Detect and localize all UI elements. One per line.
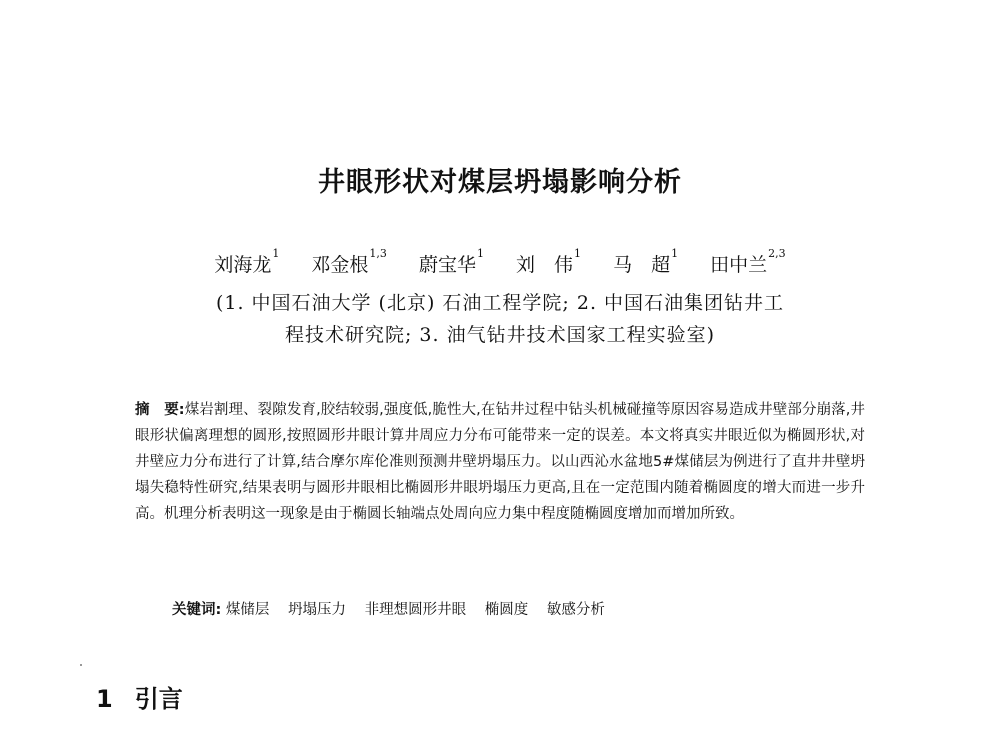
- keyword: 煤储层: [225, 602, 270, 618]
- author-name: 刘 伟: [516, 254, 574, 276]
- author-affiliation-marker: 1,3: [369, 247, 387, 260]
- scan-speck: [80, 664, 82, 666]
- author-list: [0, 247, 1000, 277]
- author-name: 蔚宝华: [418, 254, 476, 276]
- section-heading: [96, 679, 183, 714]
- abstract-text: 煤岩割理、裂隙发育,胶结较弱,强度低,脆性大,在钻井过程中钻头机械碰撞等原因容易造成井壁部分崩落,井眼形状偏离理想的圆形,按照圆形井眼计算井周应力分布可能带来一定的误差。本文将真实井眼近似为椭圆形状,对井壁应力分布进行了计算,结合摩尔库伦准则预测井壁坍塌压力。以山西沁水盆地5#煤储层为例进行了直井井壁坍塌失稳特性研究,结果表明与圆形井眼相比椭圆形井眼坍塌压力更高,且在一定范围内随着椭圆度的增大而进一步升高。机理分析表明这一现象是由于椭圆长轴端点处周向应力集中程度随椭圆度增加而增加所致。: [135, 402, 865, 522]
- keyword: 坍塌压力: [288, 602, 347, 618]
- abstract-label: 摘 要:: [135, 402, 185, 418]
- author: [516, 247, 582, 277]
- keywords-label: 关键词:: [172, 602, 222, 618]
- author: [214, 247, 280, 277]
- keyword: 椭圆度: [484, 602, 529, 618]
- author-affiliation-marker: 1: [272, 247, 280, 260]
- author: [311, 247, 387, 277]
- author-name: 刘海龙: [214, 254, 272, 276]
- author-affiliation-marker: 2,3: [768, 247, 786, 260]
- author-name: 邓金根: [311, 254, 369, 276]
- affiliation-line: (1. 中国石油大学 (北京) 石油工程学院; 2. 中国石油集团钻井工: [215, 292, 785, 314]
- author-affiliation-marker: 1: [671, 247, 679, 260]
- abstract: [135, 397, 865, 527]
- author-affiliation-marker: 1: [574, 247, 582, 260]
- author-name: 马 超: [613, 254, 671, 276]
- keyword: 敏感分析: [546, 602, 605, 618]
- author: [418, 247, 484, 277]
- paper-title: 井眼形状对煤层坍塌影响分析: [318, 167, 682, 198]
- section-title: 引言: [134, 685, 183, 713]
- author-affiliation-marker: 1: [476, 247, 484, 260]
- author-name: 田中兰: [710, 254, 768, 276]
- section-number: 1: [96, 685, 113, 713]
- author: [613, 247, 679, 277]
- keyword: 非理想圆形井眼: [364, 602, 467, 618]
- author: [710, 247, 786, 277]
- keywords: [172, 598, 619, 619]
- affiliation-line: 程技术研究院; 3. 油气钻井技术国家工程实验室): [284, 324, 716, 346]
